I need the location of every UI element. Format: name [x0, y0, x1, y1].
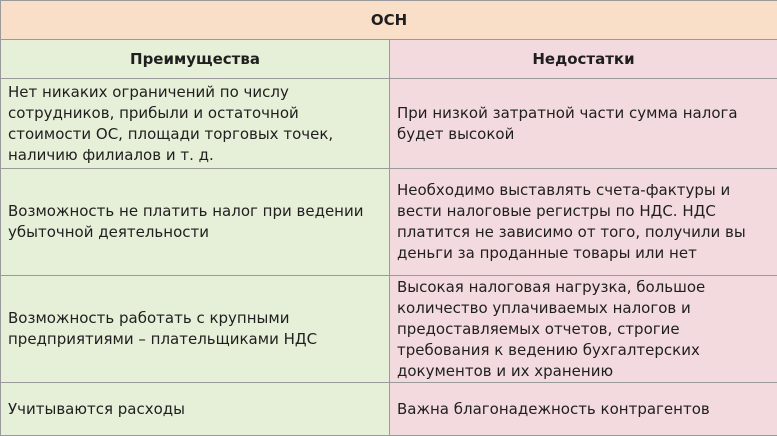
cons-cell: Важна благонадежность контрагентов [390, 383, 777, 436]
cons-header: Недостатки [390, 40, 777, 79]
table-row [1, 169, 777, 276]
cons-cell: Высокая налоговая нагрузка, большое количество уплачиваемых налогов и предоставляемых отчетов, строгие требования к ведению бухгалтерских документов и их хранению [390, 276, 777, 383]
table-row [1, 79, 777, 169]
pros-cell: Возможность работать с крупными предприятиями – плательщиками НДС [1, 276, 390, 383]
pros-header: Преимущества [1, 40, 390, 79]
title-row [1, 1, 777, 40]
pros-cell: Возможность не платить налог при ведении убыточной деятельности [1, 169, 390, 276]
table-row [1, 383, 777, 436]
cons-cell: При низкой затратной части сумма налога будет высокой [390, 79, 777, 169]
pros-cell: Учитываются расходы [1, 383, 390, 436]
table-row [1, 276, 777, 383]
header-row [1, 40, 777, 79]
table-title: ОСН [1, 1, 777, 40]
pros-cell: Нет никаких ограничений по числу сотрудников, прибыли и остаточной стоимости ОС, площади торговых точек, наличию филиалов и т. д. [1, 79, 390, 169]
cons-cell: Необходимо выставлять счета-фактуры и вести налоговые регистры по НДС. НДС платится не зависимо от того, получили вы деньги за проданные товары или нет [390, 169, 777, 276]
